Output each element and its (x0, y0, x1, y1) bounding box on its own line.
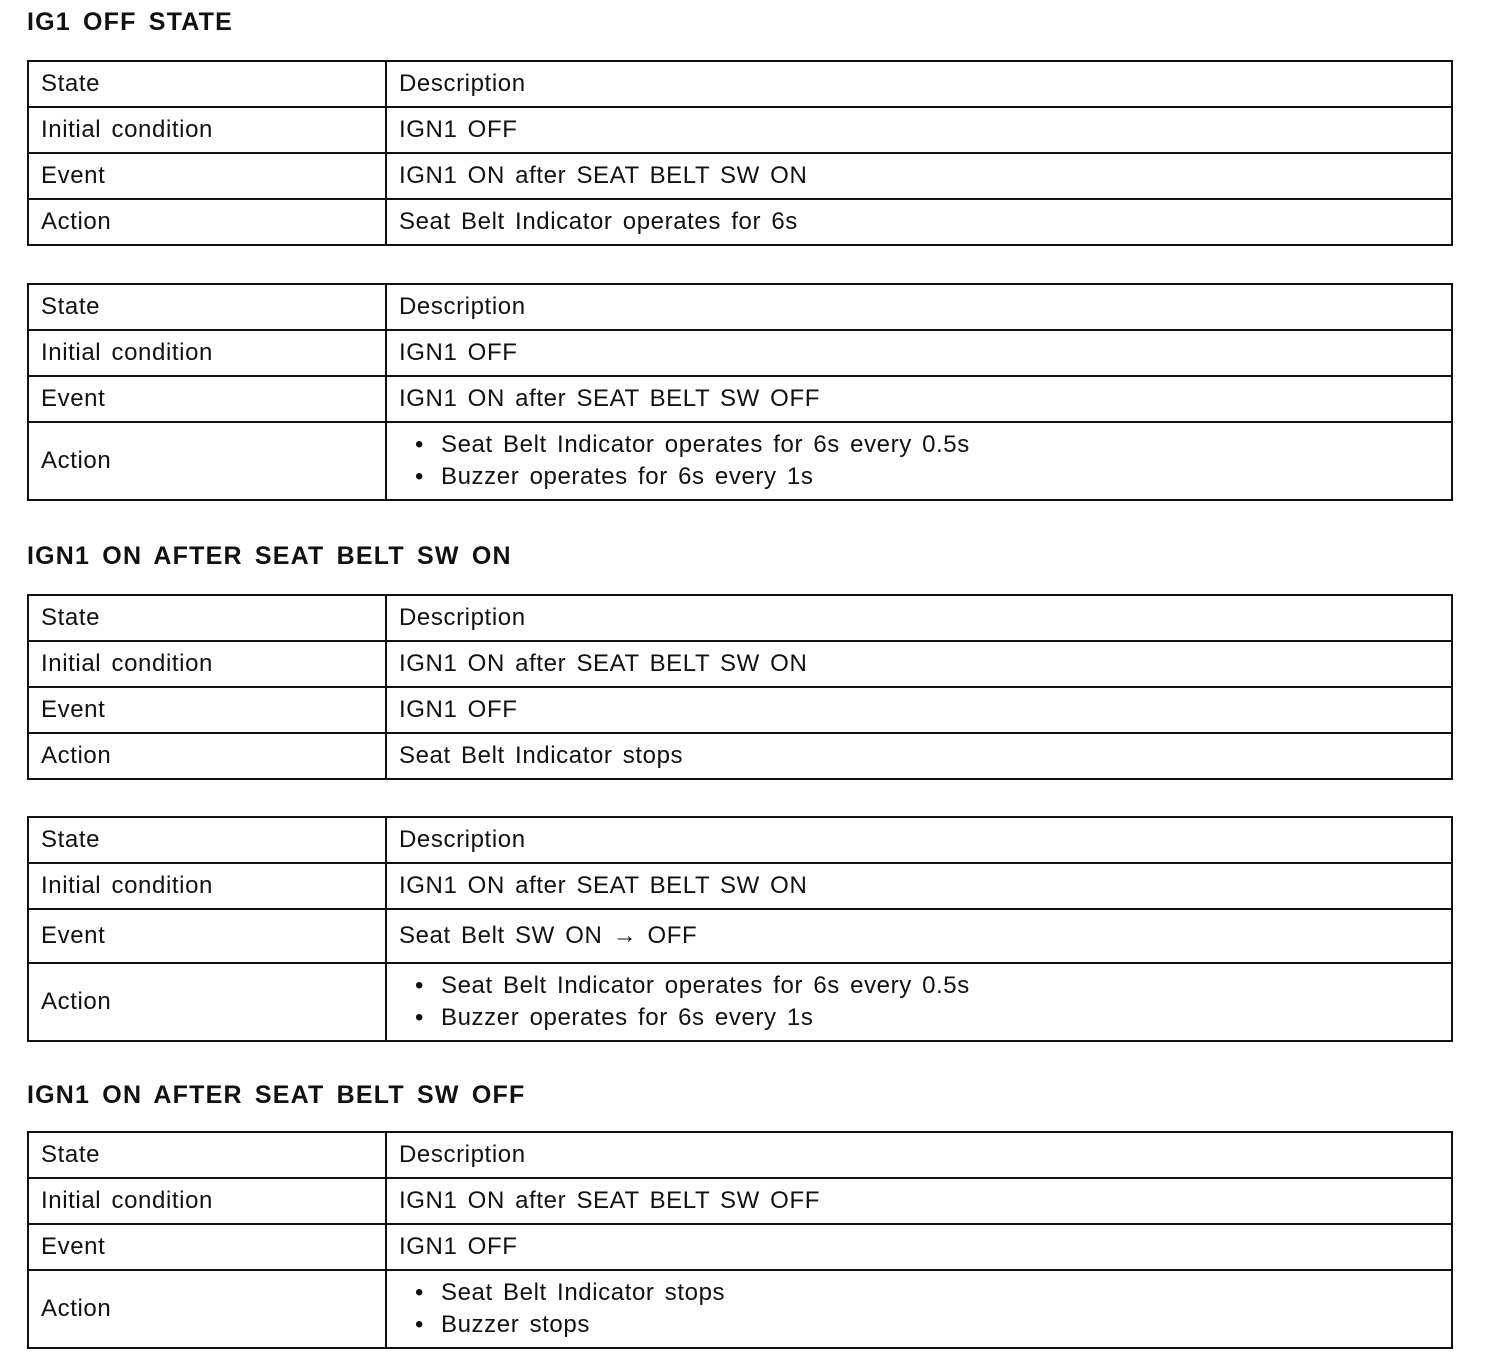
table-row (28, 733, 1452, 779)
section-title-ig1-off-state: IG1 OFF STATE (27, 8, 234, 36)
state-cell: Action (28, 963, 386, 1041)
description-cell (386, 963, 1452, 1041)
table-row (28, 422, 1452, 500)
description-cell: IGN1 OFF (386, 107, 1452, 153)
section-title-ign1-on-after-seat-belt-sw-off: IGN1 ON AFTER SEAT BELT SW OFF (27, 1081, 526, 1109)
state-table-1 (27, 60, 1453, 246)
description-cell (386, 1270, 1452, 1348)
bullet-list (399, 1277, 1439, 1341)
state-table-5 (27, 1131, 1453, 1349)
description-cell: IGN1 ON after SEAT BELT SW OFF (386, 1178, 1452, 1224)
state-cell: Initial condition (28, 641, 386, 687)
header-description: Description (386, 1132, 1452, 1178)
table-header-row (28, 1132, 1452, 1178)
table-header-row (28, 595, 1452, 641)
state-cell: Initial condition (28, 107, 386, 153)
bullet-item: • Buzzer operates for 6s every 1s (441, 461, 1439, 493)
description-cell: IGN1 OFF (386, 1224, 1452, 1270)
table-row (28, 107, 1452, 153)
table-row (28, 153, 1452, 199)
description-cell: Seat Belt Indicator operates for 6s (386, 199, 1452, 245)
state-cell: Initial condition (28, 863, 386, 909)
table-row (28, 1224, 1452, 1270)
table-row (28, 1270, 1452, 1348)
header-description: Description (386, 595, 1452, 641)
table-row (28, 963, 1452, 1041)
state-cell: Event (28, 1224, 386, 1270)
description-cell: IGN1 ON after SEAT BELT SW ON (386, 641, 1452, 687)
table-row (28, 199, 1452, 245)
table-row (28, 687, 1452, 733)
state-cell: Event (28, 376, 386, 422)
description-cell: IGN1 ON after SEAT BELT SW ON (386, 863, 1452, 909)
state-cell: Initial condition (28, 330, 386, 376)
header-state: State (28, 1132, 386, 1178)
table-row (28, 909, 1452, 963)
state-cell: Initial condition (28, 1178, 386, 1224)
header-state: State (28, 817, 386, 863)
state-table-3 (27, 594, 1453, 780)
state-table-4 (27, 816, 1453, 1042)
state-cell: Action (28, 1270, 386, 1348)
state-cell: Event (28, 153, 386, 199)
description-cell: Seat Belt SW ON → OFF (386, 909, 1452, 963)
header-description: Description (386, 284, 1452, 330)
table-header-row (28, 61, 1452, 107)
table-header-row (28, 284, 1452, 330)
bullet-item: • Buzzer operates for 6s every 1s (441, 1002, 1439, 1034)
state-table-2 (27, 283, 1453, 501)
description-cell (386, 422, 1452, 500)
table-header-row (28, 817, 1452, 863)
bullet-list (399, 970, 1439, 1034)
description-cell: IGN1 ON after SEAT BELT SW OFF (386, 376, 1452, 422)
state-cell: Action (28, 422, 386, 500)
header-description: Description (386, 817, 1452, 863)
description-cell: Seat Belt Indicator stops (386, 733, 1452, 779)
header-state: State (28, 61, 386, 107)
description-cell: IGN1 OFF (386, 330, 1452, 376)
bullet-item: • Buzzer stops (441, 1309, 1439, 1341)
table-row (28, 376, 1452, 422)
bullet-item: • Seat Belt Indicator stops (441, 1277, 1439, 1309)
state-cell: Event (28, 687, 386, 733)
state-cell: Action (28, 733, 386, 779)
table-row (28, 1178, 1452, 1224)
header-state: State (28, 284, 386, 330)
header-state: State (28, 595, 386, 641)
description-cell: IGN1 OFF (386, 687, 1452, 733)
bullet-list (399, 429, 1439, 493)
table-row (28, 330, 1452, 376)
table-row (28, 641, 1452, 687)
table-row (28, 863, 1452, 909)
description-cell: IGN1 ON after SEAT BELT SW ON (386, 153, 1452, 199)
header-description: Description (386, 61, 1452, 107)
bullet-item: • Seat Belt Indicator operates for 6s every 0.5s (441, 429, 1439, 461)
bullet-item: • Seat Belt Indicator operates for 6s every 0.5s (441, 970, 1439, 1002)
state-cell: Event (28, 909, 386, 963)
section-title-ign1-on-after-seat-belt-sw-on: IGN1 ON AFTER SEAT BELT SW ON (27, 542, 512, 570)
state-cell: Action (28, 199, 386, 245)
